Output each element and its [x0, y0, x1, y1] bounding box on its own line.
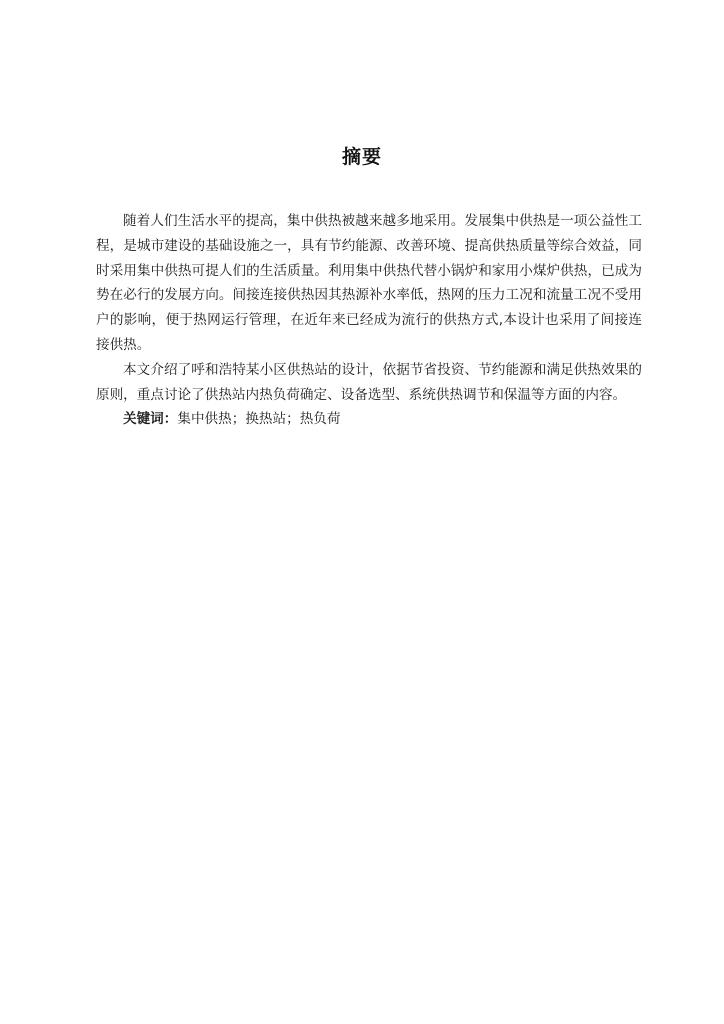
abstract-paragraph-2: 本文介绍了呼和浩特某小区供热站的设计，依据节省投资、节约能源和满足供热效果的原则，重点讨论了供热站内热负荷确定、设备选型、系统供热调节和保温等方面的内容。 — [96, 361, 642, 403]
abstract-title: 摘要 — [341, 146, 382, 168]
keywords-label: 关键词： — [123, 411, 178, 428]
abstract-body — [96, 209, 642, 432]
abstract-paragraph-1: 随着人们生活水平的提高，集中供热被越来越多地采用。发展集中供热是一项公益性工程，是城市建设的基础设施之一，具有节约能源、改善环境、提高供热质量等综合效益，同时采用集中供热可提人们的生活质量。利用集中供热代替小锅炉和家用小煤炉供热，已成为势在必行的发展方向。间接连接供热因其热源补水率低，热网的压力工况和流量工况不受用户的影响，便于热网运行管理，在近年来已经成为流行的供热方式,本设计也采用了间接连接供热。 — [96, 213, 642, 353]
keywords-value: 集中供热；换热站；热负荷 — [177, 411, 341, 428]
keywords-line — [96, 407, 642, 432]
